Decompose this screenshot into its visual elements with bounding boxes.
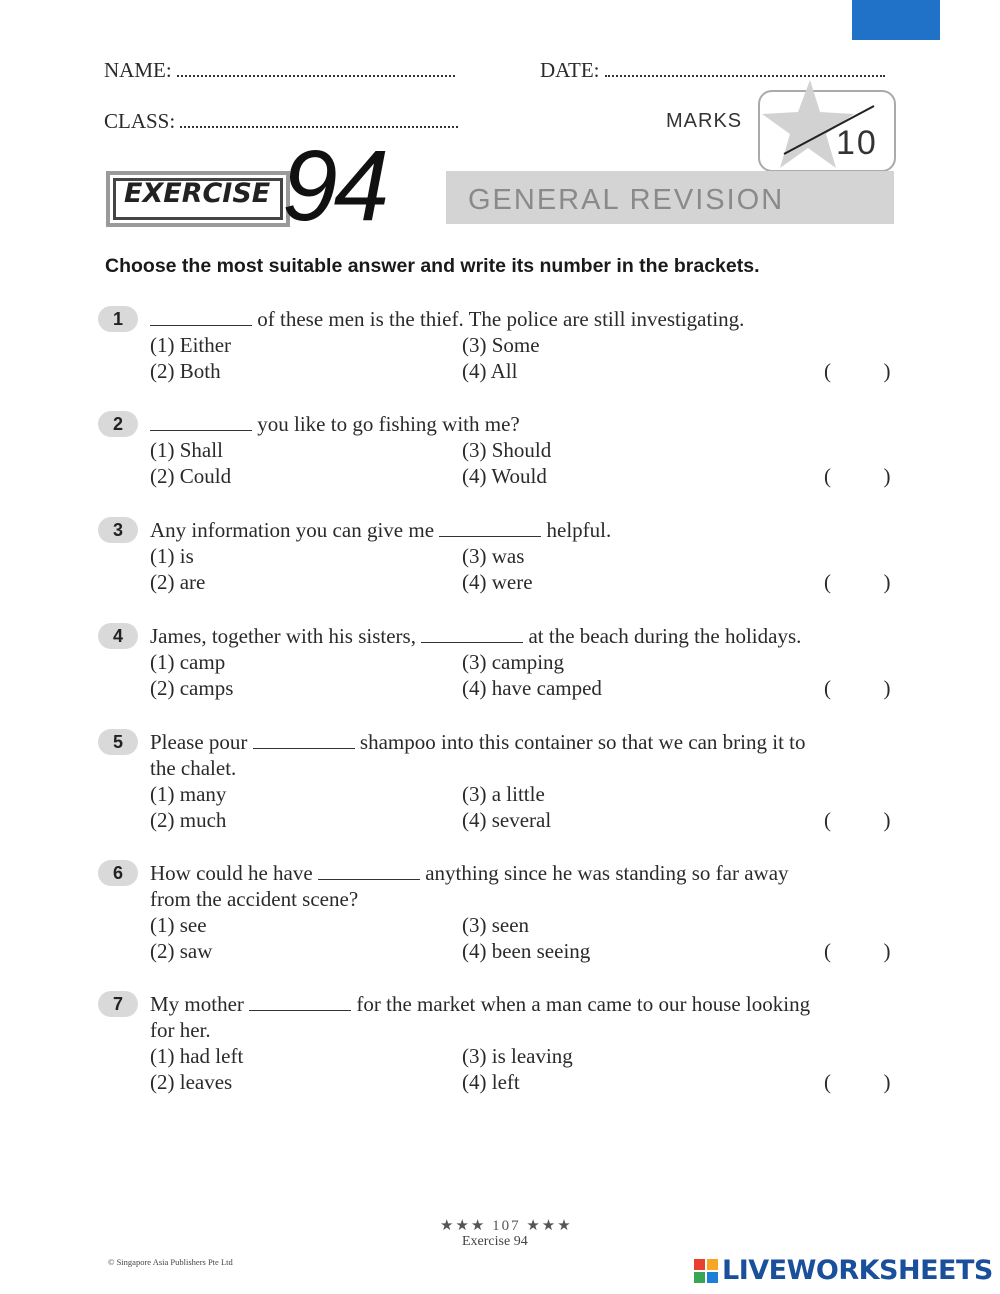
answer-blank [253, 730, 355, 749]
class-blank [180, 126, 458, 128]
answer-bracket[interactable]: ( ) [824, 808, 891, 832]
answer-option: (1) see [150, 913, 207, 937]
answer-option: (4) Would [462, 464, 547, 488]
page-number: ★★★ 107 ★★★ [440, 1218, 573, 1234]
name-label: NAME: [104, 58, 172, 82]
logo-square [707, 1259, 718, 1270]
stem-text-continued: the chalet. [150, 756, 237, 780]
stem-text-after: at the beach during the holidays. [528, 624, 802, 648]
answer-option: (1) is [150, 544, 194, 568]
answer-bracket[interactable]: ( ) [824, 1070, 891, 1094]
stem-text-before: How could he have [150, 861, 313, 885]
question-number: 1 [98, 306, 138, 332]
answer-bracket[interactable]: ( ) [824, 570, 891, 594]
stem-text-after: of these men is the thief. The police are still investigating. [257, 307, 745, 331]
answer-bracket[interactable]: ( ) [824, 464, 891, 488]
stem-text-continued: from the accident scene? [150, 887, 359, 911]
footer-exercise: Exercise 94 [462, 1234, 528, 1249]
date-label: DATE: [540, 58, 600, 82]
answer-option: (4) have camped [462, 676, 602, 700]
answer-option: (4) been seeing [462, 939, 591, 963]
stem-text-after: helpful. [546, 518, 612, 542]
stem-text-continued: for her. [150, 1018, 211, 1042]
question-stem [150, 517, 900, 543]
name-field [104, 58, 455, 83]
instructions: Choose the most suitable answer and write its number in the brackets. [105, 255, 760, 277]
logo-square [694, 1259, 705, 1270]
answer-blank [318, 861, 420, 880]
answer-option: (1) Shall [150, 438, 223, 462]
question-stem [150, 729, 900, 781]
answer-option: (2) Both [150, 359, 221, 383]
answer-option: (4) were [462, 570, 533, 594]
question-stem [150, 623, 900, 649]
answer-option: (4) several [462, 808, 552, 832]
class-label: CLASS: [104, 109, 176, 133]
answer-option: (2) much [150, 808, 227, 832]
logo-squares-icon [694, 1259, 718, 1283]
answer-option: (1) Either [150, 333, 232, 357]
question-stem [150, 411, 900, 437]
question-number: 2 [98, 411, 138, 437]
answer-option: (3) is leaving [462, 1044, 573, 1068]
date-blank [605, 75, 885, 77]
answer-option: (4) left [462, 1070, 520, 1094]
logo-text: LIVEWORKSHEETS [722, 1255, 993, 1286]
answer-blank [249, 992, 351, 1011]
logo-square [707, 1272, 718, 1283]
question-number: 7 [98, 991, 138, 1017]
answer-option: (2) Could [150, 464, 232, 488]
stem-text-after: you like to go fishing with me? [257, 412, 520, 436]
answer-bracket[interactable]: ( ) [824, 359, 891, 383]
question-number: 6 [98, 860, 138, 886]
answer-option: (3) Some [462, 333, 540, 357]
answer-option: (1) camp [150, 650, 226, 674]
stem-text-before: Any information you can give me [150, 518, 435, 542]
answer-option: (3) camping [462, 650, 565, 674]
answer-option: (3) seen [462, 913, 530, 937]
name-blank [177, 75, 455, 77]
logo-square [694, 1272, 705, 1283]
marks-label: MARKS [666, 110, 743, 132]
answer-option: (3) Should [462, 438, 552, 462]
stem-text-after: anything since he was standing so far away [425, 861, 789, 885]
question-stem [150, 860, 900, 912]
answer-option: (4) All [462, 359, 518, 383]
copyright: © Singapore Asia Publishers Pte Ltd [108, 1257, 233, 1267]
section-title: GENERAL REVISION [468, 184, 785, 216]
answer-option: (3) was [462, 544, 525, 568]
answer-option: (2) are [150, 570, 206, 594]
question-number: 5 [98, 729, 138, 755]
answer-blank [439, 518, 541, 537]
bookmark-ribbon [852, 0, 940, 40]
stem-text-before: James, together with his sisters, [150, 624, 416, 648]
answer-option: (2) leaves [150, 1070, 233, 1094]
answer-option: (3) a little [462, 782, 545, 806]
answer-blank [150, 412, 252, 431]
answer-blank [150, 307, 252, 326]
question-stem [150, 306, 900, 332]
answer-option: (1) many [150, 782, 227, 806]
answer-option: (1) had left [150, 1044, 244, 1068]
answer-bracket[interactable]: ( ) [824, 676, 891, 700]
question-number: 3 [98, 517, 138, 543]
exercise-number: 94 [282, 130, 386, 242]
exercise-word: EXERCISE [124, 178, 271, 209]
stem-text-before: My mother [150, 992, 244, 1016]
answer-bracket[interactable]: ( ) [824, 939, 891, 963]
stem-text-after: for the market when a man came to our house looking [356, 992, 811, 1016]
answer-blank [421, 624, 523, 643]
stem-text-after: shampoo into this container so that we can bring it to [359, 730, 806, 754]
liveworksheets-logo [694, 1255, 993, 1286]
stem-text-before: Please pour [150, 730, 248, 754]
marks-total: 10 [836, 124, 878, 162]
answer-option: (2) saw [150, 939, 213, 963]
answer-option: (2) camps [150, 676, 234, 700]
question-stem [150, 991, 900, 1043]
question-number: 4 [98, 623, 138, 649]
